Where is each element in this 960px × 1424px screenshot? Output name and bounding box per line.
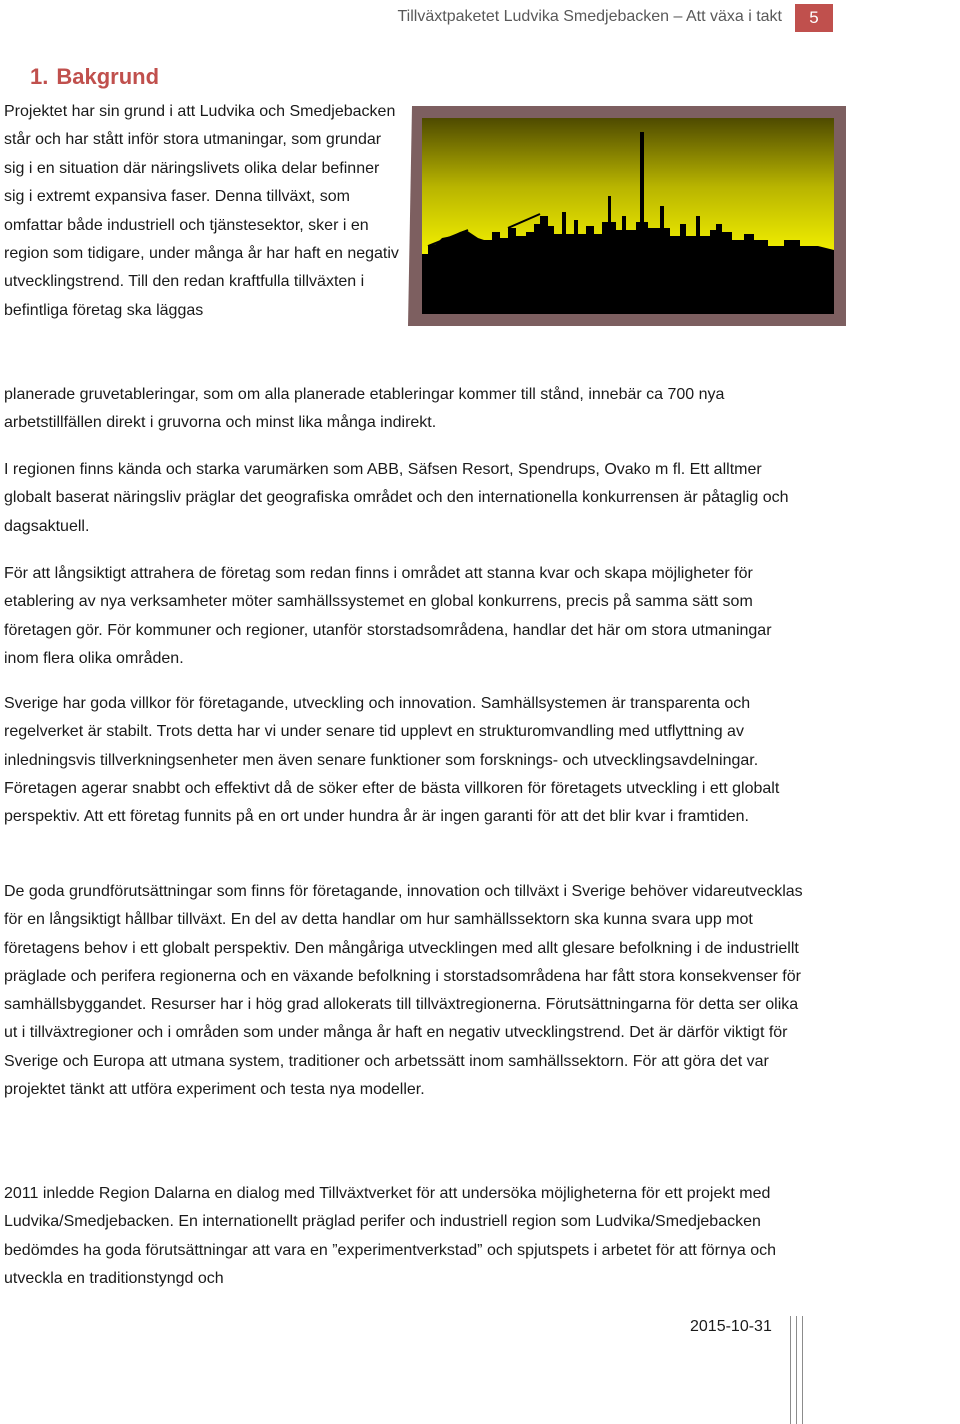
intro-continuation-block: [4, 381, 804, 438]
body-paragraph-brands: I regionen finns kända och starka varumärken som ABB, Säfsen Resort, Spendrups, Ovako m fl. Ett alltmer globalt baserat näringsliv präglar det geografiska området och den internationella konkurrensen är påtaglig och dagsaktuell.: [4, 461, 789, 535]
footer-date: 2015-10-31: [690, 1318, 772, 1335]
section-title: Bakgrund: [56, 64, 160, 89]
body-paragraph-conditions: Sverige har goda villkor för företagande, utveckling och innovation. Samhällsystemen är transparenta och regelverket är stabilt. Trots detta har vi under senare tid upplevt en strukturomvandling med utflyttning av inledningsvis tillverkningsenheter men även senare funktioner som forsknings- och utvecklingsavdelningar. Företagen agerar snabbt och effektivt då de söker efter de bästa villkoren för företagets utveckling i ett globalt perspektiv. Att ett företag funnits på en ort under hundra år är ingen garanti för att det blir kvar i framtiden.: [4, 695, 780, 826]
industrial-skyline-illustration: [408, 106, 846, 326]
intro-text-block: [4, 98, 399, 325]
intro-paragraph: Projektet har sin grund i att Ludvika och Smedjebacken står och har stått inför stora utmaningar, som grundar sig i en situation där näringslivets olika delar befinner sig i extremt expansiva faser. Denna tillväxt, som omfattar både industriell och tjänstesektor, sker i en region som tidigare, under många år har haft en negativ utvecklingstrend. Till den redan kraftfulla tillväxten i befintliga företag ska läggas: [4, 103, 399, 319]
section-heading: [30, 64, 159, 90]
section-number: 1.: [30, 64, 49, 89]
intro-continuation-paragraph: planerade gruvetableringar, som om alla planerade etableringar kommer till stånd, innebär ca 700 nya arbetstillfällen direkt i gruvorna och minst lika många indirekt.: [4, 386, 725, 432]
footer-divider-lines: [788, 1316, 808, 1424]
page-number-badge: 5: [795, 4, 833, 32]
body-paragraph-attract: För att långsiktigt attrahera de företag som redan finns i området att stanna kvar och skapa möjligheter för etablering av nya verksamheter möter samhällssystemet en global konkurrens, precis på samma sätt som företagen gör. För kommuner och regioner, utanför storstadsområdena, handlar det här om stora utmaningar inom flera olika områden.: [4, 565, 772, 667]
industrial-skyline-image: [408, 106, 846, 326]
running-header-title: Tillväxtpaketet Ludvika Smedjebacken – Att växa i takt: [397, 8, 782, 25]
body-paragraph-foundations: De goda grundförutsättningar som finns för företagande, innovation och tillväxt i Sverige behöver vidareutvecklas för en långsiktigt hållbar tillväxt. En del av detta handlar om hur samhällssektorn ska kunna svara upp mot företagens behov i ett globalt perspektiv. Den mångåriga utvecklingen med allt glesare befolkning i de industriellt präglade och perifera regionerna och en växande befolkning i storstadsområdena har fått stora konsekvenser för samhällsbyggandet. Resurser har i hög grad allokerats till tillväxtregionerna. Förutsättningarna för detta ser olika ut i tillväxtregioner och i områden som under många år haft en negativ utvecklingstrend. Det är därför viktigt för Sverige och Europa att utmana system, traditioner och arbetssätt inom samhällssektorn. För att göra det var projektet tänkt att utföra experiment och testa nya modeller.: [4, 883, 803, 1099]
body-paragraph-dialog: 2011 inledde Region Dalarna en dialog med Tillväxtverket för att undersöka möjligheterna för ett projekt med Ludvika/Smedjebacken. En internationellt präglad perifer och industriell region som Ludvika/Smedjebacken bedömdes ha goda förutsättningar att vara en ”experimentverkstad” och spjutspets i arbetet för att förnya och utveckla en traditionstyngd och: [4, 1185, 776, 1287]
